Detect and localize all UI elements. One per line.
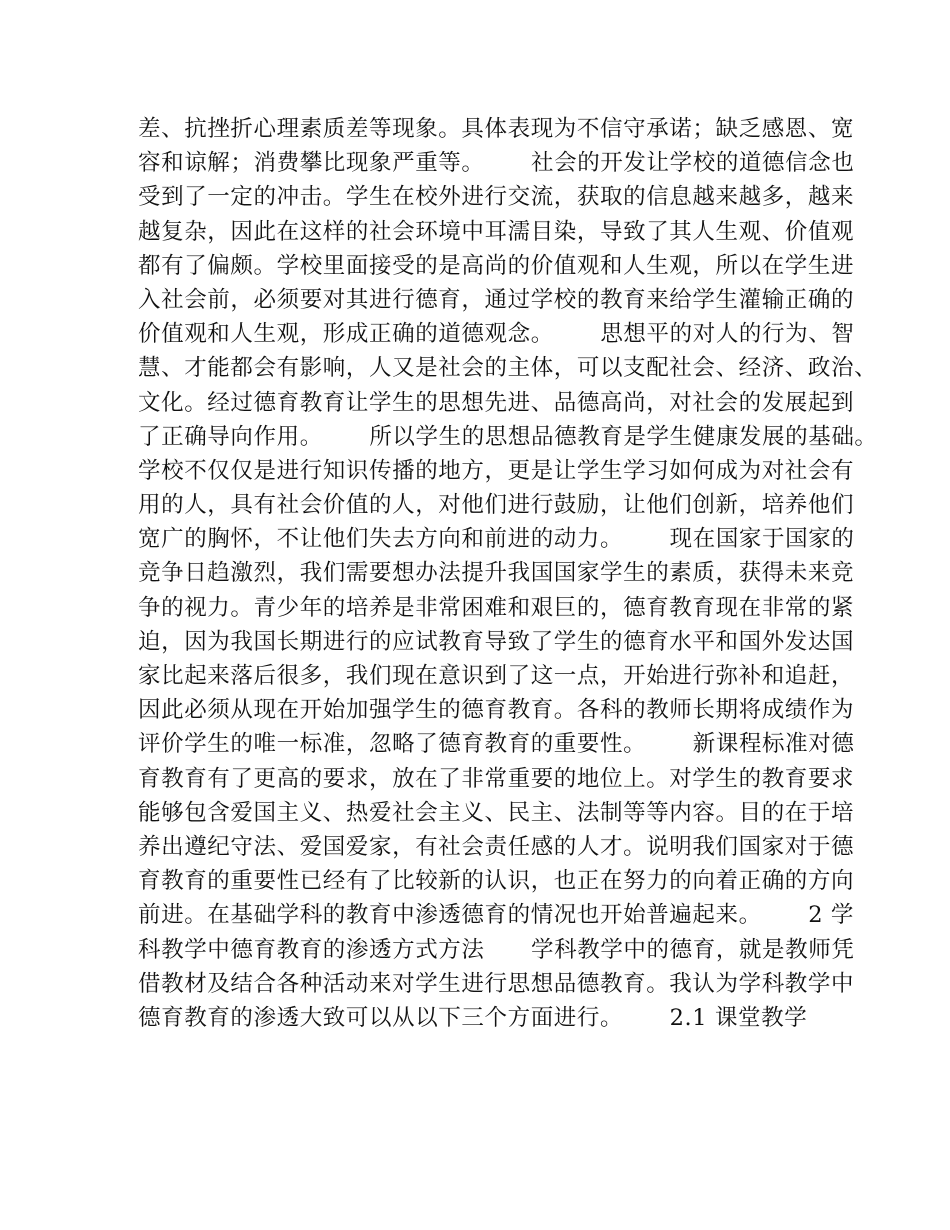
text-line: 借教材及结合各种活动来对学生进行思想品德教育。我认为学科教学中	[138, 970, 855, 997]
text-line: 了正确导向作用。 所以学生的思想品德教育是学生健康发展的基础。	[138, 423, 878, 450]
text-line: 学校不仅仅是进行知识传播的地方，更是让学生学习如何成为对社会有	[138, 457, 855, 484]
text-line: 宽广的胸怀，不让他们失去方向和前进的动力。 现在国家于国家的	[138, 526, 855, 553]
text-line: 越复杂，因此在这样的社会环境中耳濡目染，导致了其人生观、价值观	[138, 218, 855, 245]
text-line: 因此必须从现在开始加强学生的德育教育。各科的教师长期将成绩作为	[138, 697, 855, 724]
body-text	[138, 112, 878, 1035]
text-line: 慧、才能都会有影响，人又是社会的主体，可以支配社会、经济、政治、	[138, 355, 878, 382]
text-line: 科教学中德育教育的渗透方式方法 学科教学中的德育，就是教师凭	[138, 936, 855, 963]
text-line: 评价学生的唯一标准，忽略了德育教育的重要性。 新课程标准对德	[138, 731, 855, 758]
text-line: 受到了一定的冲击。学生在校外进行交流，获取的信息越来越多，越来	[138, 184, 855, 211]
text-line: 容和谅解；消费攀比现象严重等。 社会的开发让学校的道德信念也	[138, 150, 855, 177]
text-line: 争的视力。青少年的培养是非常困难和艰巨的，德育教育现在非常的紧	[138, 594, 855, 621]
text-line: 育教育的重要性已经有了比较新的认识，也正在努力的向着正确的方向	[138, 868, 855, 895]
text-line: 差、抗挫折心理素质差等现象。具体表现为不信守承诺；缺乏感恩、宽	[138, 116, 855, 142]
text-line: 入社会前，必须要对其进行德育，通过学校的教育来给学生灌输正确的	[138, 286, 855, 313]
text-line: 前进。在基础学科的教育中渗透德育的情况也开始普遍起来。 2 学	[138, 902, 854, 929]
text-line: 德育教育的渗透大致可以从以下三个方面进行。 2.1 课堂教学	[138, 1004, 808, 1031]
text-line: 能够包含爱国主义、热爱社会主义、民主、法制等等内容。目的在于培	[138, 799, 855, 826]
text-line: 迫，因为我国长期进行的应试教育导致了学生的德育水平和国外发达国	[138, 628, 855, 655]
text-line: 文化。经过德育教育让学生的思想先进、品德高尚，对社会的发展起到	[138, 389, 855, 416]
text-line: 价值观和人生观，形成正确的道德观念。 思想平的对人的行为、智	[138, 321, 855, 348]
text-line: 养出遵纪守法、爱国爱家，有社会责任感的人才。说明我们国家对于德	[138, 833, 855, 860]
text-line: 竞争日趋激烈，我们需要想办法提升我国国家学生的素质，获得未来竞	[138, 560, 855, 587]
text-line: 家比起来落后很多，我们现在意识到了这一点，开始进行弥补和追赶，	[138, 663, 855, 689]
text-line: 用的人，具有社会价值的人，对他们进行鼓励，让他们创新，培养他们	[138, 492, 855, 519]
text-line: 都有了偏颇。学校里面接受的是高尚的价值观和人生观，所以在学生进	[138, 252, 855, 279]
text-line: 育教育有了更高的要求，放在了非常重要的地位上。对学生的教育要求	[138, 765, 855, 792]
